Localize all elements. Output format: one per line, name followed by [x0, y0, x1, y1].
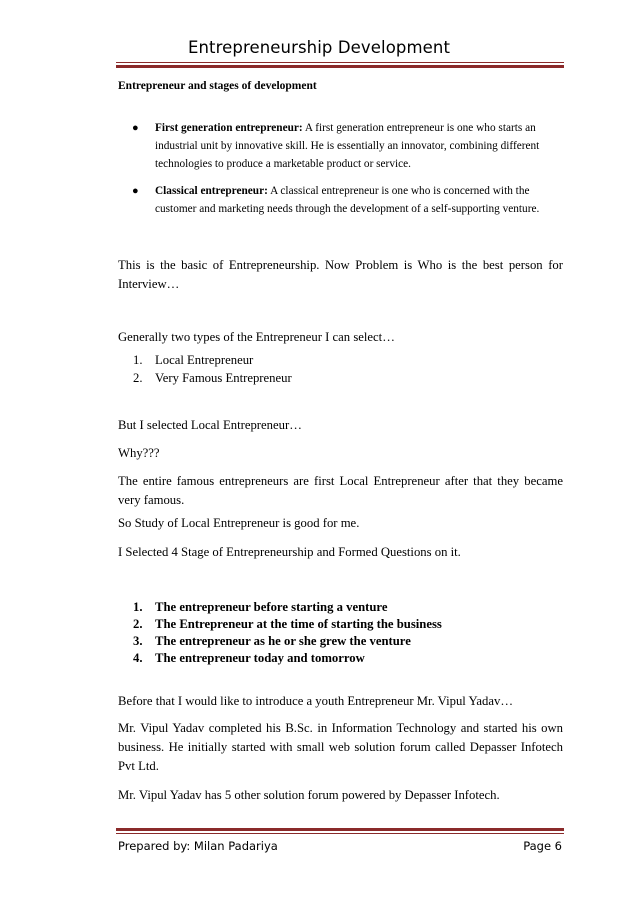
- stage-text: The entrepreneur today and tomorrow: [155, 651, 365, 665]
- footer-page-number: Page 6: [523, 839, 562, 853]
- stage-number: 4.: [133, 651, 143, 665]
- section-heading: Entrepreneur and stages of development: [118, 80, 317, 92]
- bullet-first-generation: [155, 119, 563, 173]
- bullet-term: First generation entrepreneur:: [155, 122, 303, 134]
- header-rule-thin: [116, 62, 564, 63]
- paragraph-types-intro: Generally two types of the Entrepreneur I can select…: [118, 330, 395, 344]
- paragraph-why: Why???: [118, 446, 160, 460]
- list-item-number: 2.: [133, 371, 143, 385]
- list-item-text: Very Famous Entrepreneur: [155, 371, 292, 385]
- list-item-text: Local Entrepreneur: [155, 353, 254, 367]
- bullet-classical: [155, 182, 563, 218]
- stage-number: 3.: [133, 634, 143, 648]
- footer-rule-thick: [116, 828, 564, 831]
- paragraph-bio: Mr. Vipul Yadav completed his B.Sc. in Information Technology and started his own business. He initially started with small web solution forum called Depasser Infotech Pvt Ltd.: [118, 721, 563, 773]
- stage-number: 1.: [133, 600, 143, 614]
- bullet-line: technologies to produce a marketable product or service.: [155, 158, 411, 170]
- paragraph-reason: The entire famous entrepreneurs are first Local Entrepreneur after that they became very famous.: [118, 474, 563, 507]
- stage-text: The Entrepreneur at the time of starting the business: [155, 617, 442, 631]
- paragraph-basics: This is the basic of Entrepreneurship. Now Problem is Who is the best person for Interview…: [118, 258, 563, 291]
- bullet-line: customer and marketing needs through the development of a self-supporting venture.: [155, 203, 540, 215]
- paragraph-intro-person: Before that I would like to introduce a youth Entrepreneur Mr. Vipul Yadav…: [118, 694, 514, 708]
- list-item-number: 1.: [133, 353, 143, 367]
- bullet-dot: ●: [132, 185, 139, 197]
- stage-text: The entrepreneur before starting a venture: [155, 600, 388, 614]
- paragraph-forums: Mr. Vipul Yadav has 5 other solution forum powered by Depasser Infotech.: [118, 788, 500, 802]
- footer-author: Prepared by: Milan Padariya: [118, 839, 278, 853]
- bullet-dot: ●: [132, 122, 139, 134]
- stage-text: The entrepreneur as he or she grew the venture: [155, 634, 411, 648]
- header-rule-thick: [116, 65, 564, 68]
- bullet-line: A classical entrepreneur is one who is concerned with the: [270, 185, 530, 197]
- paragraph-selected: But I selected Local Entrepreneur…: [118, 418, 302, 432]
- footer-rule-thin: [116, 833, 564, 834]
- stage-number: 2.: [133, 617, 143, 631]
- paragraph-study: So Study of Local Entrepreneur is good for me.: [118, 516, 360, 530]
- bullet-line: A first generation entrepreneur is one who starts an: [304, 122, 536, 134]
- bullet-line: industrial unit by innovative skill. He is essentially an innovator, combining different: [155, 140, 540, 152]
- bullet-term: Classical entrepreneur:: [155, 185, 268, 197]
- paragraph-stages-intro: I Selected 4 Stage of Entrepreneurship and Formed Questions on it.: [118, 545, 461, 559]
- header-title: Entrepreneurship Development: [187, 38, 451, 57]
